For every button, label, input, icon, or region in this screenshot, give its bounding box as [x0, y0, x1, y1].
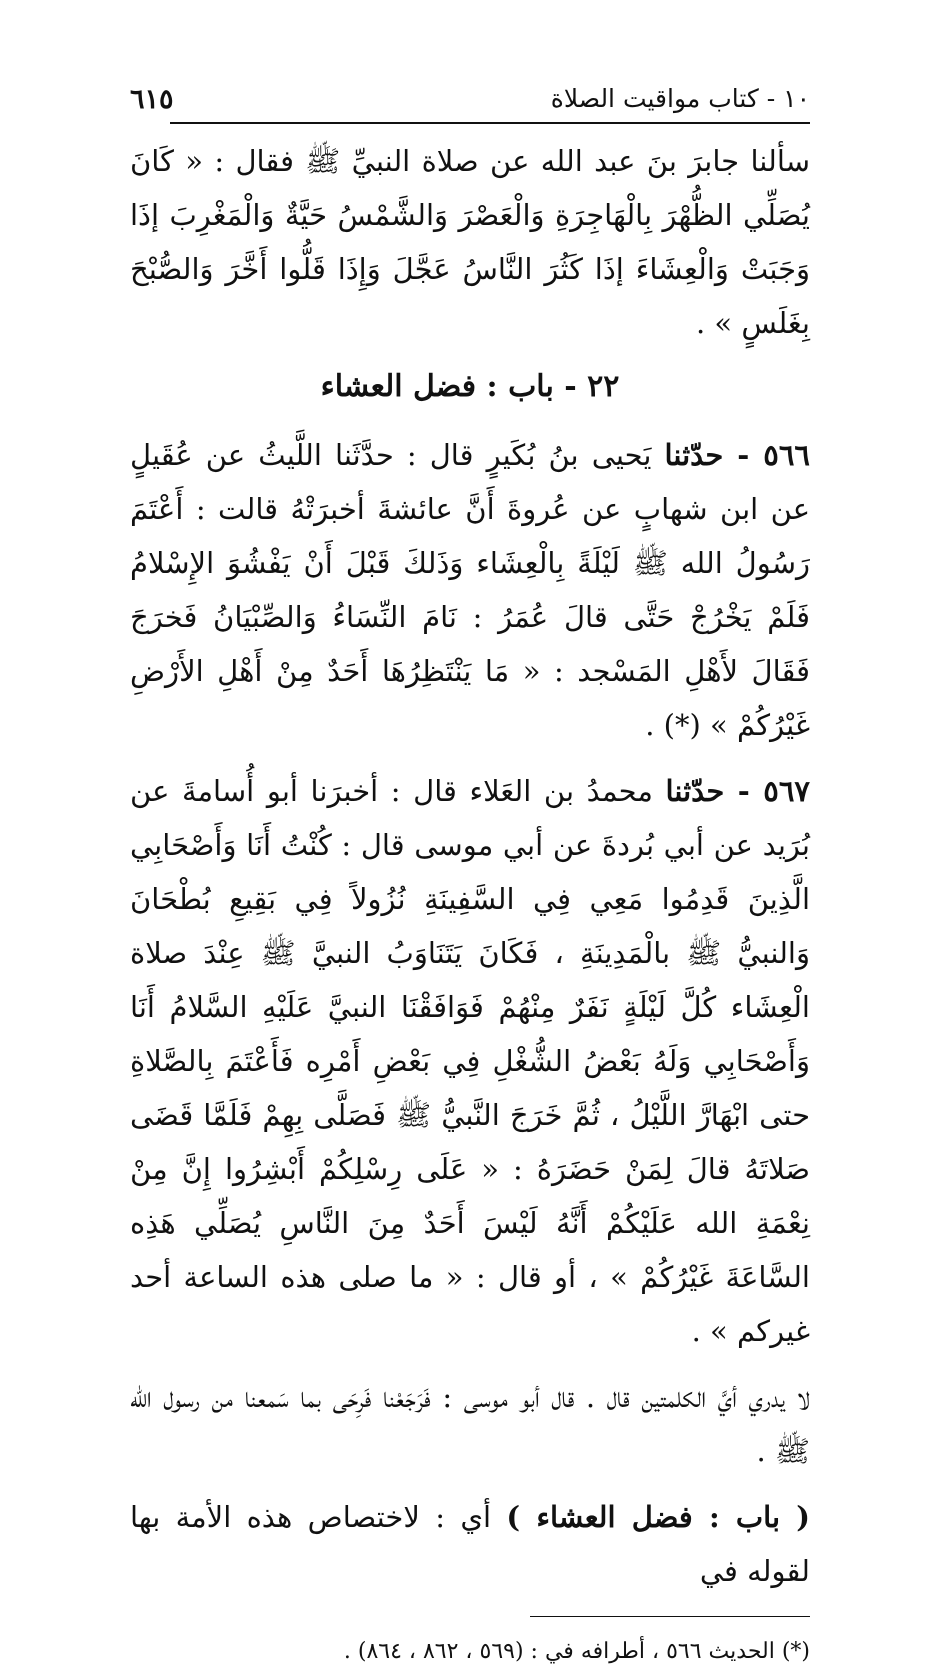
commentary-label: ( باب : فضل العشاء ) — [506, 1500, 810, 1534]
document-page — [130, 78, 810, 1667]
commentary-text: أي : لاختصاص هذه الأمة بها لقوله في — [130, 1500, 810, 1588]
hadith-566 — [130, 428, 810, 752]
page-header — [130, 78, 810, 122]
intro-paragraph: سألنا جابرَ بنَ عبد الله عن صلاة النبيِّ ﷺ فقال : « كَانَ يُصَلِّي الظُّهْرَ بِالْهَاجِرَةِ وَالْعَصْرَ وَالشَّمْسُ حَيَّةٌ وَالْمَغْرِبَ إذَا وَجَبَتْ وَالْعِشَاءَ إذَا كَثُرَ النَّاسُ عَجَّلَ وَإِذَا قَلُّوا أَخَّرَ وَالصُّبْحَ بِغَلَسٍ » . — [130, 144, 810, 340]
hadith-566-text: يَحيى بنُ بُكَيرٍ قال : حدَّثَنا اللَّيثُ عن عُقَيلٍ عن ابن شهابٍ عن عُروةَ أَنَّ عائشةَ أخبرَتْهُ قالت : أَعْتَمَ رَسُولُ الله ﷺ لَيْلَةً بِالْعِشَاء وَذَلكَ قَبْلَ أَنْ يَفْشُوَ الإِسْلامُ فَلَمْ يَخْرُجْ حَتَّى قالَ عُمَرُ : نَامَ النِّسَاءُ وَالصِّبْيَانُ فَخرَجَ فَقَالَ لأَهْلِ المَسْجد : « مَا يَنْتَظِرُهَا أَحَدٌ مِنْ أَهْلِ الأَرْضِ غَيْرُكُمْ » (*) . — [130, 438, 810, 742]
hadith-566-label: ٥٦٦ - حدّثنا — [664, 438, 810, 472]
page-number: ٦١٥ — [130, 84, 174, 115]
footnote-rule — [530, 1616, 810, 1617]
commentary-paragraph — [130, 1490, 810, 1598]
header-rule — [170, 122, 810, 124]
hadith-567-label: ٥٦٧ - حدّثنا — [665, 774, 810, 808]
running-title: ١٠ - كتاب مواقيت الصلاة — [550, 84, 810, 113]
hadith-567 — [130, 764, 810, 1358]
section-title: ٢٢ - باب : فضل العشاء — [320, 369, 620, 404]
hadith-567-text: محمدُ بن العَلاء قال : أخبرَنا أبو أُسامةَ عن بُرَيد عن أبي بُردةَ عن أبي موسى قال : كُنْتُ أَنَا وَأَصْحَابِي الَّذِينَ قَدِمُوا مَعِي فِي السَّفِينَةِ نُزُولاً فِي بَقِيعِ بُطْحَانَ وَالنبيُّ ﷺ بالْمَدِينَةِ ، فَكَانَ يَتَنَاوَبُ النبيَّ ﷺ عِنْدَ صلاة الْعِشَاء كُلَّ لَيْلَةٍ نَفَرٌ مِنْهُمْ فَوَافَقْنَا النبيَّ عَلَيْهِ السَّلامُ أَنَا وَأَصْحَابِي وَلَهُ بَعْضُ الشُّغْلِ فِي بَعْضِ أَمْرِه فَأَعْتَمَ بِالصَّلاةِ حتى ابْهَارَّ اللَّيْلُ ، ثُمَّ خَرَجَ النَّبيُّ ﷺ فَصَلَّى بِهِمْ فَلَمَّا قَضَى صَلاتَهُ قالَ لِمَنْ حَضَرَهُ : « عَلَى رِسْلِكُمْ أَبْشِرُوا إِنَّ مِنْ نِعْمَةِ الله عَلَيْكُمْ أَنَّهُ لَيْسَ أَحَدٌ مِنَ النَّاسِ يُصَلِّي هَذِه السَّاعَةَ غَيْرُكُمْ » ، أو قال : « ما صلى هذه الساعة أحد غيركم » . — [130, 774, 810, 1348]
footnote: (*) الحديث ٥٦٦ ، أطرافه في : (٥٦٩ ، ٨٦٢ ، ٨٦٤) . — [343, 1639, 810, 1664]
closing-paragraph: لا يدري أيَّ الكلمتين قال . قال أبو موسى : فَرَجَعْنا فَرِحَى بما سَمعنا من رسول الله ﷺ . — [130, 1380, 810, 1468]
